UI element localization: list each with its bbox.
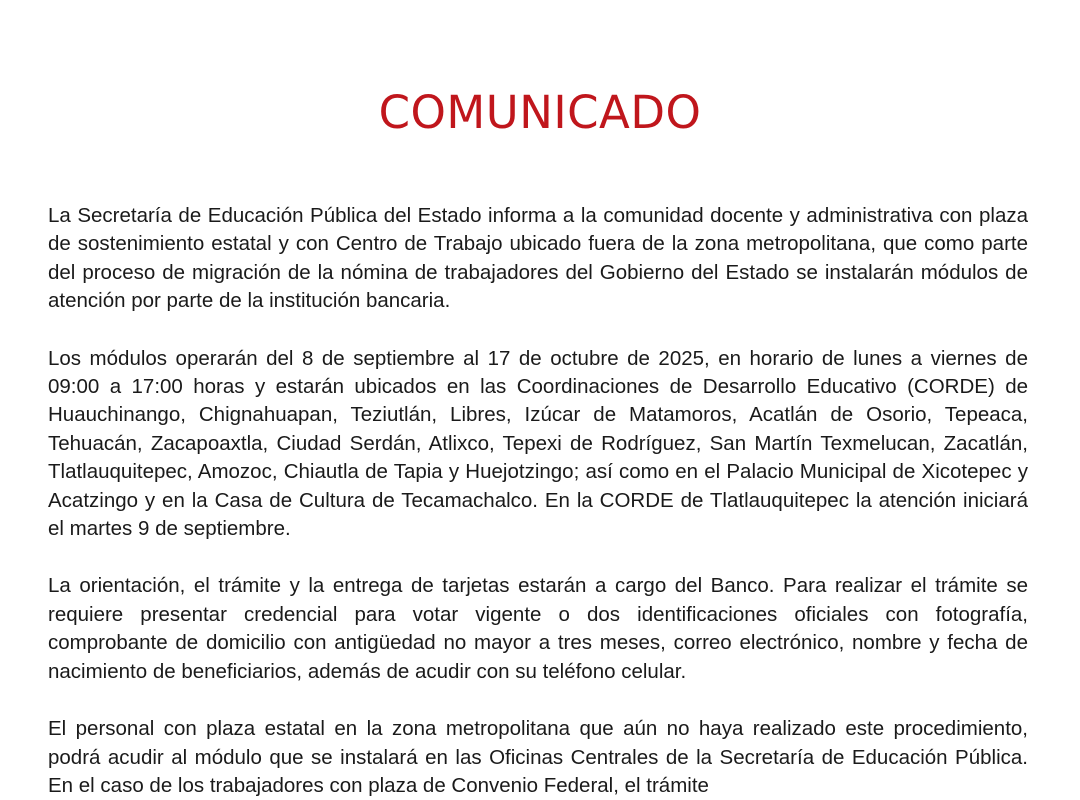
paragraph-metropolitan-staff: El personal con plaza estatal en la zona metropolitana que aún no haya realizado este procedimiento, podrá acudir al módulo que se instalará en las Oficinas Centrales de la Secretaría de Educación Pública. En el caso de los trabajadores con plaza de Convenio Federal, el trámite (48, 717, 1028, 797)
paragraph-requirements: La orientación, el trámite y la entrega de tarjetas estarán a cargo del Banco. Para realizar el trámite se requiere presentar credencial para votar vigente o dos identificaciones oficiales con fotografía, comprobante de domicilio con antigüedad no mayor a tres meses, correo electrónico, nombre y fecha de nacimiento de beneficiarios, además de acudir con su teléfono celular. (48, 574, 1028, 683)
page-title: COMUNICADO (378, 86, 702, 139)
communique-body (48, 202, 1028, 800)
paragraph-schedule-locations: Los módulos operarán del 8 de septiembre al 17 de octubre de 2025, en horario de lunes a viernes de 09:00 a 17:00 horas y estarán ubicados en las Coordinaciones de Desarrollo Educativo (CORDE) de Huauchinango, Chignahuapan, Teziutlán, Libres, Izúcar de Matamoros, Acatlán de Osorio, Tepeaca, Tehuacán, Zacapoaxtla, Ciudad Serdán, Atlixco, Tepexi de Rodríguez, San Martín Texmelucan, Zacatlán, Tlatlauquitepec, Amozoc, Chiautla de Tapia y Huejotzingo; así como en el Palacio Municipal de Xicotepec y Acatzingo y en la Casa de Cultura de Tecamachalco. En la CORDE de Tlatlauquitepec la atención iniciará el martes 9 de septiembre. (48, 346, 1028, 541)
paragraph-intro: La Secretaría de Educación Pública del Estado informa a la comunidad docente y administrativa con plaza de sostenimiento estatal y con Centro de Trabajo ubicado fuera de la zona metropolitana, que como parte del proceso de migración de la nómina de trabajadores del Gobierno del Estado se instalarán módulos de atención por parte de la institución bancaria. (48, 204, 1028, 313)
